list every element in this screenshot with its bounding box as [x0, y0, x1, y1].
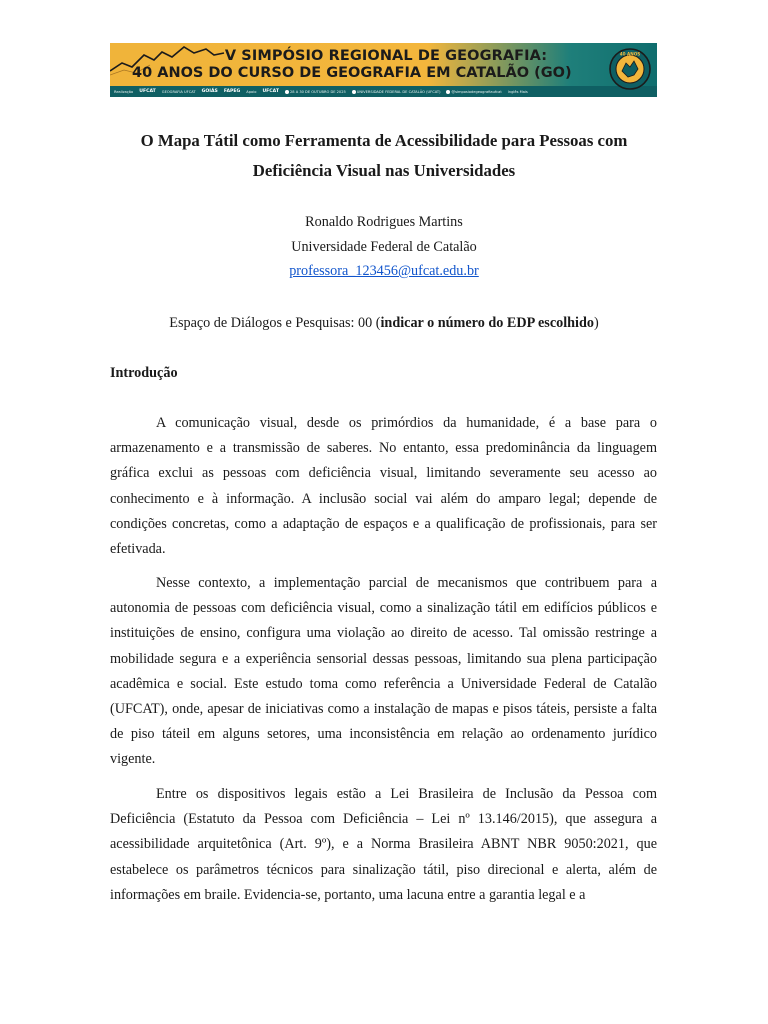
author-name: Ronaldo Rodrigues Martins: [305, 214, 463, 230]
location-pin-icon: [352, 90, 356, 94]
calendar-icon: [285, 90, 289, 94]
instagram-icon: [446, 90, 450, 94]
paper-title: O Mapa Tátil como Ferramenta de Acessibilidade para Pessoas com Deficiência Visual nas Universidades: [140, 131, 628, 180]
svg-text:40 ANOS: 40 ANOS: [619, 51, 641, 57]
sponsor-logo: Inglês Mais: [507, 89, 528, 94]
body-paragraph: A comunicação visual, desde os primórdios da humanidade, é a base para o armazenamento e a transmissão de saberes. No entanto, essa predominância da linguagem gráfica exclui as pessoas com deficiência visual, limitando severamente seu acesso ao conhecimento e à informação. A inclusão social vai além do amparo legal; depende de condições concretas, como a adaptação de espaços e a qualificação de profissionais, para ser efetivada.: [110, 415, 657, 558]
author-institution: Universidade Federal de Catalão: [291, 238, 477, 255]
fapeg-logo: FAPEG: [223, 89, 241, 94]
body-paragraph: Entre os dispositivos legais estão a Lei Brasileira de Inclusão da Pessoa com Deficiência (Estatuto da Pessoa com Deficiência – Lei nº 13.146/2015), que assegura a acessibilidade arquitetônica (Art. 9º), e a Norma Brasileira ABNT NBR 9050:2021, que estabelece os parâmetros técnicos para sinalização tátil, piso direcional e alerta, além de informações em braile. Evidencia-se, portanto, uma lacuna entre a garantia legal e a: [110, 786, 657, 903]
anniversary-seal-icon: [608, 47, 652, 91]
banner-footer-item: Realização: [114, 89, 134, 94]
goias-logo: GOIÁS: [201, 89, 218, 94]
ufcat-logo: UFCAT: [139, 89, 156, 94]
banner-title-line1: V SIMPÓSIO REGIONAL DE GEOGRAFIA:: [224, 48, 548, 64]
section-heading: Introdução: [110, 365, 178, 381]
author-email-link[interactable]: professora_123456@ufcat.edu.br: [289, 263, 479, 279]
author-block: [100, 210, 668, 284]
banner-title-line2: 40 ANOS DO CURSO DE GEOGRAFIA EM CATALÃO (GO): [132, 65, 572, 81]
body-paragraph: Nesse contexto, a implementação parcial de mecanismos que contribuem para a autonomia de pessoas com deficiência visual, como a sinalização tátil em edifícios públicos e instituições de ensino, configura uma violação ao direito de acesso. Tal omissão restringe a mobilidade segura e a experiência sensorial dessas pessoas, limitando sua plena participação acadêmica e social. Este estudo toma como referência a Universidade Federal de Catalão (UFCAT), onde, apesar de iniciativas como a instalação de mapas e pisos táteis, persiste a falta de piso táteil em alguns setores, uma inconsistência em relação ao ordenamento jurídico vigente.: [110, 575, 657, 768]
banner-footer: [114, 87, 597, 96]
event-social: @simposiodegeografiaufcat: [446, 90, 501, 94]
event-banner: [110, 43, 657, 97]
event-date: 28 A 30 DE OUTUBRO DE 2025: [285, 90, 346, 94]
banner-footer-item: GEOGRAFIA UFCAT: [161, 89, 196, 94]
edp-suffix: ): [593, 315, 599, 331]
event-location: UNIVERSIDADE FEDERAL DE CATALÃO (UFCAT): [352, 90, 441, 94]
banner-footer-item: Apoio: [246, 89, 257, 94]
edp-line: [100, 311, 668, 335]
edp-instruction: indicar o número do EDP escolhido: [380, 315, 594, 331]
ufcat-logo: UFCAT: [262, 89, 280, 94]
edp-prefix: Espaço de Diálogos e Pesquisas: 00 (: [169, 315, 381, 331]
